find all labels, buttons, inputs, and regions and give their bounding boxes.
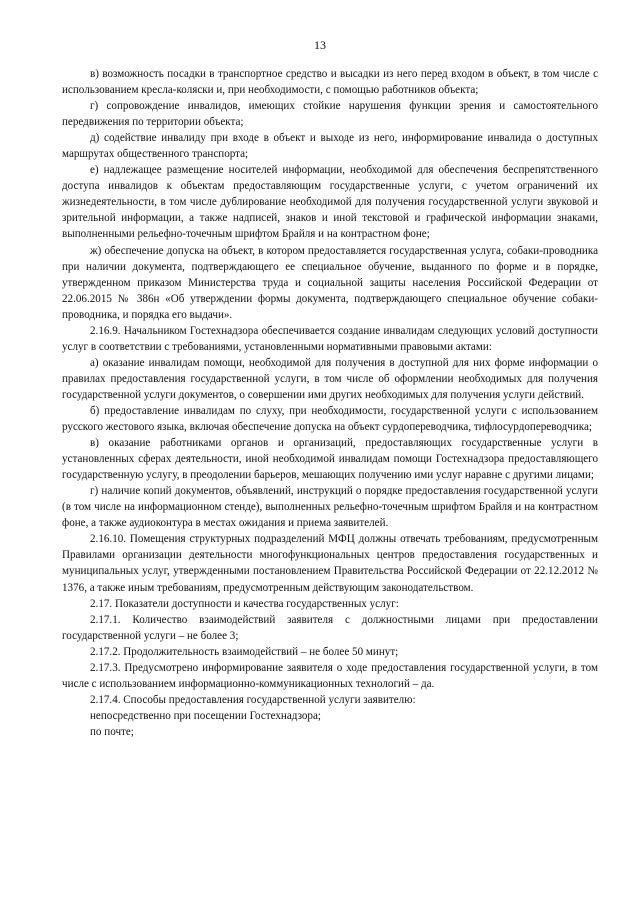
paragraph-2-16-9: 2.16.9. Начальником Гостехнадзора обеспечивается создание инвалидам следующих условий доступности услуг в соответствии с требованиями, установленными нормативными правовыми актами: (62, 324, 598, 353)
paragraph-b-sign-language: б) предоставление инвалидам по слуху, при необходимости, государственной услуги с использованием русского жестового языка, включая обеспечение допуска на объект сурдопереводчика, тифлосурдопереводчика; (62, 404, 598, 434)
paragraph-2-17-4: 2.17.4. Способы предоставления государственной услуги заявителю: (90, 693, 416, 706)
paragraph-2-17-1: 2.17.1. Количество взаимодействий заявителя с должностными лицами при предоставлении государственной услуги – не более 3; (62, 613, 598, 642)
paragraph-by-mail: по почте; (90, 725, 134, 738)
paragraph-in-person: непосредственно при посещении Гостехнадзора; (90, 709, 321, 722)
paragraph-2-16-10: 2.16.10. Помещения структурных подразделений МФЦ должны отвечать требованиям, предусмотренным Правилами организации деятельности многофункциональных центров предоставления государственных и муниципальных услуг, утвержденными постановлением Правительства Российской Федерации от 22.12.2012 № 1376, а также иным требованиям, предусмотренным действующим законодательством. (62, 533, 598, 594)
paragraph-2-17: 2.17. Показатели доступности и качества государственных услуг: (90, 597, 399, 610)
paragraph-g-braille-copies: г) наличие копий документов, объявлений, инструкций о порядке предоставления государственной услуги (в том числе на информационном стенде), выполненных рельефно-точечным шрифтом Брайля и на контрастном фоне, а также аудиоконтура в местах ожидания и приема заявителей. (62, 485, 598, 530)
paragraph-v-staff-assistance: в) оказание работниками органов и организаций, предоставляющих государственные услуги в установленных сферах деятельности, иной необходимой инвалидам помощи Гостехнадзора предоставляющего государственную услугу, в преодолении барьеров, мешающих получению ими услуг наравне с другими лицами; (62, 437, 598, 482)
page-number: 13 (314, 38, 326, 52)
paragraph-v-boarding-vehicle: в) возможность посадки в транспортное средство и высадки из него перед входом в объект, в том числе с использованием кресла-коляски и, при необходимости, с помощью работников объекта; (62, 68, 598, 97)
paragraph-2-17-3: 2.17.3. Предусмотрено информирование заявителя о ходе предоставления государственной услуги, в том числе с использованием информационно-коммуникационных технологий – да. (62, 661, 598, 690)
paragraph-g-escort: г) сопровождение инвалидов, имеющих стойкие нарушения функции зрения и самостоятельного передвижения по территории объекта; (62, 100, 598, 129)
paragraph-2-17-2: 2.17.2. Продолжительность взаимодействий – не более 50 минут; (90, 645, 399, 658)
paragraph-zh-guide-dog: ж) обеспечение допуска на объект, в котором предоставляется государственная услуга, собаки-проводника при наличии документа, подтверждающего ее специальное обучение, выданного по форме и в порядке, утвержденном приказом Министерства труда и социальной защиты населения Российской Федерации от 22.06.2015 № 386н «Об утверждении формы документа, подтверждающего специальное обучение собаки-проводника, и порядка его выдачи». (62, 244, 598, 321)
paragraph-d-assistance-entry: д) содействие инвалиду при входе в объект и выходе из него, информирование инвалида о доступных маршрутах общественного транспорта; (62, 132, 598, 161)
paragraph-a-help-information: а) оказание инвалидам помощи, необходимой для получения в доступной для них форме информации о правилах предоставления государственной услуги, в том числе об оформлении необходимых для получения государственной услуги документов, о совершении ими других необходимых для получения услуги действий. (62, 356, 598, 401)
document-body (62, 66, 598, 740)
paragraph-e-information-placement: е) надлежащее размещение носителей информации, необходимой для обеспечения беспрепятственного доступа инвалидов к объектам предоставляющим государственные услуги, с учетом ограничений их жизнедеятельности, в том числе дублирование необходимой для получения государственной услуги звуковой и зрительной информации, а также надписей, знаков и иной текстовой и графической информации знаками, выполненными рельефно-точечным шрифтом Брайля и на контрастном фоне; (62, 164, 598, 241)
